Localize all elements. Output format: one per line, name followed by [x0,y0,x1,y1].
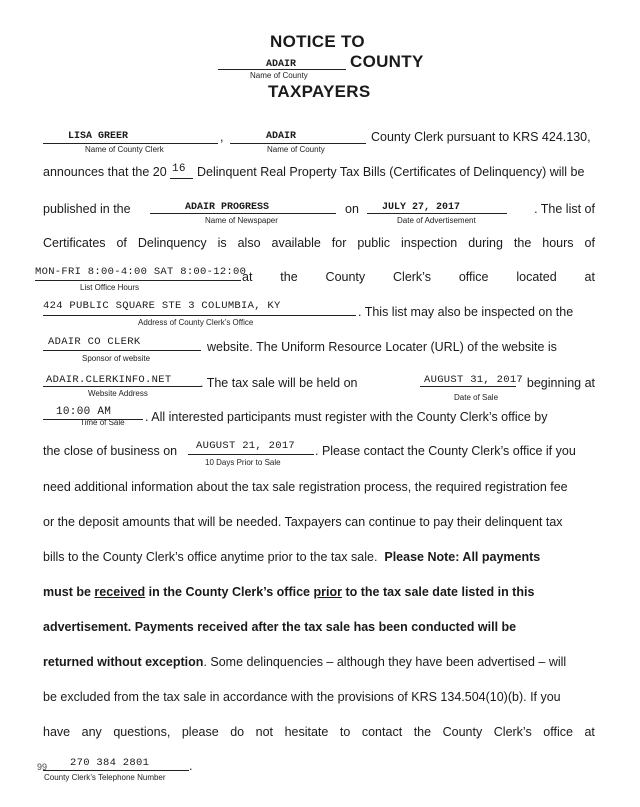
line-questions [43,725,595,739]
phone-period: . [189,759,193,773]
phone-line [43,770,189,771]
inspected-text: . This list may also be inspected on the [358,305,574,319]
on-text: on [345,202,359,216]
paragraph-line-16 [43,655,566,669]
paragraph-line-11: need additional information about the tax sale registration process, the required registration fee [43,480,568,494]
url-text: website. The Uniform Resource Locater (URL) of the website is [207,340,557,354]
word: hours [542,236,574,250]
county-fill-line [218,69,346,70]
newspaper-value: ADAIR PROGRESS [185,202,270,213]
pursuant-text: County Clerk pursuant to KRS 424.130, [371,130,591,144]
announces-text: announces that the 20 [43,165,167,179]
paragraph-line-15: advertisement. Payments received after the tax sale has been conducted will be [43,620,517,634]
paragraph-line-12: or the deposit amounts that will be needed. Taxpayers can continue to pay their delinquent tax [43,515,563,529]
address-line [43,315,356,316]
title-notice-to: NOTICE TO [270,32,365,51]
phone-value: 270 384 2801 [70,757,150,769]
word: the [413,725,432,739]
website-line [43,386,201,387]
hours-line [35,280,241,281]
county-name-value: ADAIR [266,131,297,142]
word: at [584,725,595,739]
word: for [331,236,347,250]
paragraph-line-14 [43,585,534,599]
contact-text: . Please contact the County Clerk’s office if you [315,444,576,458]
word: at [242,270,253,284]
word: not [255,725,274,739]
county-caption: Name of County [250,71,308,80]
bills-text: bills to the County Clerk’s office anytime prior to the tax sale. [43,550,378,564]
clerk-name-line [43,143,218,144]
beginning-text: beginning at [526,376,595,390]
ad-date-value: JULY 27, 2017 [382,202,461,213]
register-date-caption: 10 Days Prior to Sale [205,458,281,467]
sale-held-text: . The tax sale will be held on [200,376,358,390]
line-at-the-county [242,270,595,284]
prior-text: prior [313,585,342,599]
hours-value: MON-FRI 8:00-4:00 SAT 8:00-12:00 [35,266,247,278]
word: Clerk’s [393,270,431,284]
newspaper-line [150,213,336,214]
hours-caption: List Office Hours [80,283,139,292]
received-text: received [94,585,146,599]
register-text: . All interested participants must register with the County Clerk’s office by [145,410,548,424]
clerk-office-text: in the County Clerk’s office [148,585,311,599]
word: any [81,725,102,739]
sale-date-line [420,386,516,387]
ad-date-line [367,213,507,214]
word: the [280,270,298,284]
newspaper-caption: Name of Newspaper [205,216,278,225]
word: to [339,725,351,739]
word: contact [361,725,403,739]
title-taxpayers: TAXPAYERS [268,82,371,101]
word: is [217,236,227,250]
word: of [584,236,595,250]
word: located [516,270,557,284]
year-value: 16 [172,163,186,175]
register-date-value: AUGUST 21, 2017 [196,440,296,452]
word: Certificates [43,236,106,250]
paragraph-line-17: be excluded from the tax sale in accordance with the provisions of KRS 134.504(10)(b). If you [43,690,561,704]
line-certificates [43,236,595,250]
word: County [442,725,483,739]
word: during [468,236,503,250]
sale-time-value: 10:00 AM [56,406,112,418]
close-business-text: the close of business on [43,444,178,458]
published-text: published in the [43,202,131,216]
word: office [458,270,489,284]
phone-caption: County Clerk’s Telephone Number [44,773,166,782]
sponsor-caption: Sponsor of website [82,354,151,363]
word: Clerk’s [493,725,532,739]
word: office [543,725,573,739]
word: available [271,236,321,250]
county-fill-value: ADAIR [266,59,297,70]
website-value: ADAIR.CLERKINFO.NET [46,374,172,386]
comma: , [220,130,224,144]
county-name-caption: Name of County [267,145,325,154]
list-of-text: . The list of [534,202,595,216]
word: at [584,270,595,284]
word: hesitate [284,725,329,739]
address-value: 424 PUBLIC SQUARE STE 3 COLUMBIA, KY [43,300,281,312]
please-note-text: Please Note: All payments [384,550,541,564]
address-caption: Address of County Clerk’s Office [138,318,254,327]
sponsor-line [43,350,201,351]
must-be-text: must be [43,585,91,599]
sale-date-caption: Date of Sale [454,393,499,402]
clerk-name-caption: Name of County Clerk [85,145,164,154]
ad-date-caption: Date of Advertisement [397,216,476,225]
delinquencies-text: . Some delinquencies – although they have been advertised – will [203,655,567,669]
word: inspection [400,236,458,250]
returned-text: returned without exception [43,655,204,669]
sponsor-value: ADAIR CO CLERK [48,336,141,348]
word: County [325,270,366,284]
county-name-line [230,143,366,144]
word: Delinquency [137,236,207,250]
word: public [357,236,391,250]
word: also [237,236,261,250]
year-line [170,178,193,179]
word: have [43,725,71,739]
word: questions, [113,725,171,739]
title-county: COUNTY [350,52,424,71]
tax-sale-text: to the tax sale date listed in this [345,585,535,599]
word: do [230,725,245,739]
sale-time-caption: Time of Sale [80,418,125,427]
word: the [513,236,532,250]
paragraph-line-13 [43,550,540,564]
phone-prefix: 99 [37,762,48,772]
sale-date-value: AUGUST 31, 2017 [424,374,524,386]
word: of [116,236,127,250]
word: please [181,725,219,739]
delinquent-text: Delinquent Real Property Tax Bills (Certificates of Delinquency) will be [197,165,585,179]
website-caption: Website Address [88,389,148,398]
clerk-name-value: LISA GREER [68,131,129,142]
register-date-line [188,454,314,455]
